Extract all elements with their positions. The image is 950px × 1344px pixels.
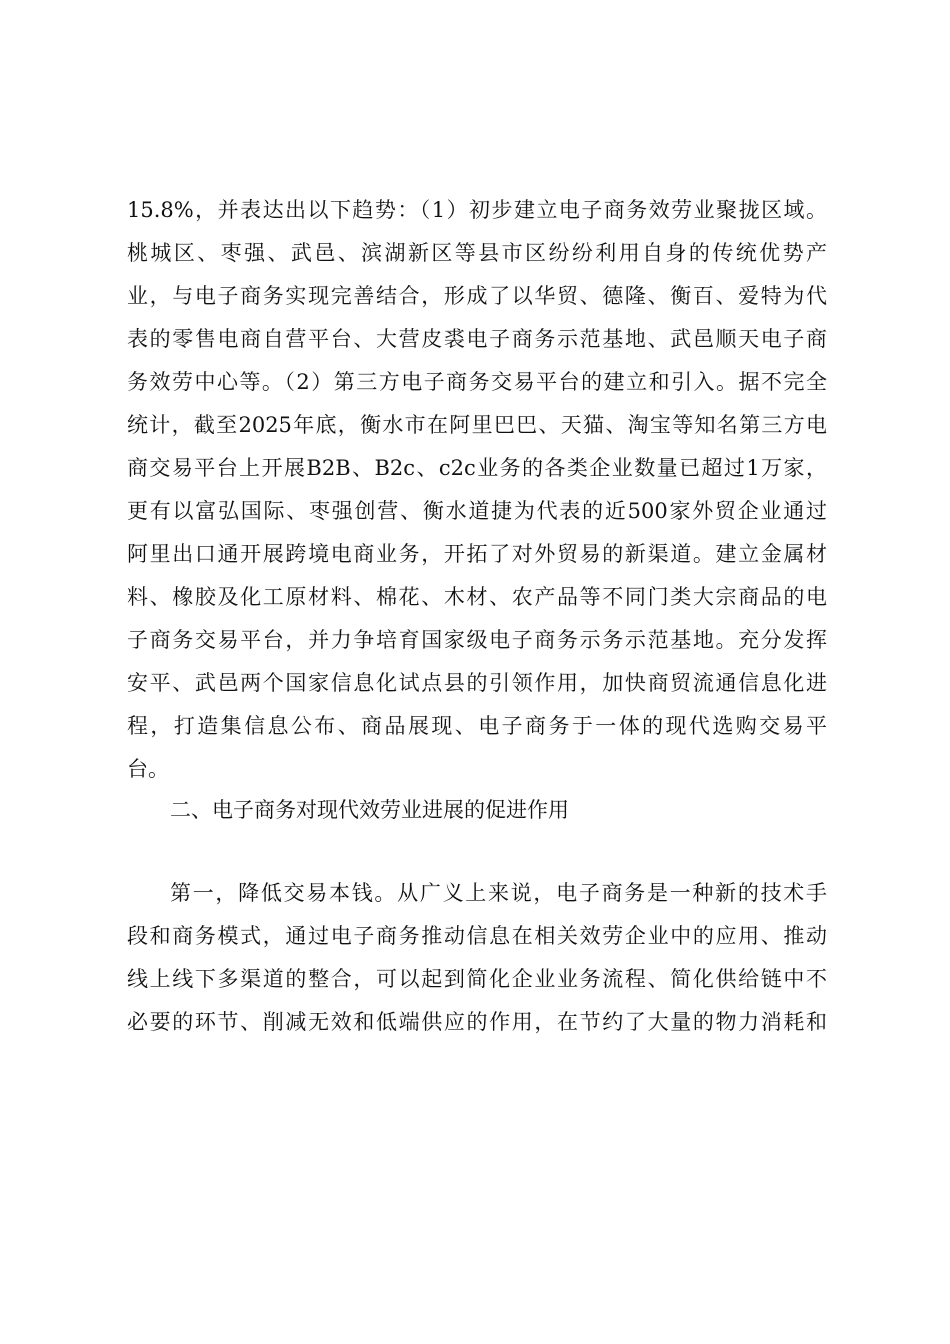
paragraph-line: 第一，降低交易本钱。从广义上来说，电子商务是一种新的技术手 <box>170 881 827 905</box>
paragraph-line: 表的零售电商自营平台、大营皮裘电子商务示范基地、武邑顺天电子商 <box>127 327 827 351</box>
paragraph-line: 线上线下多渠道的整合，可以起到简化企业业务流程、简化供给链中不 <box>127 967 827 991</box>
paragraph-line: 台。 <box>127 757 169 781</box>
paragraph-line: 更有以富弘国际、枣强创营、衡水道捷为代表的近500家外贸企业通过 <box>127 499 827 523</box>
paragraph-line: 段和商务模式，通过电子商务推动信息在相关效劳企业中的应用、推动 <box>127 924 827 948</box>
paragraph-line: 务效劳中心等。（2）第三方电子商务交易平台的建立和引入。据不完全 <box>127 370 827 394</box>
paragraph-line: 料、橡胶及化工原材料、棉花、木材、农产品等不同门类大宗商品的电 <box>127 585 827 609</box>
paragraph-line: 必要的环节、削减无效和低端供应的作用，在节约了大量的物力消耗和 <box>127 1010 827 1034</box>
paragraph-line: 程，打造集信息公布、商品展现、电子商务于一体的现代选购交易平 <box>127 714 827 738</box>
section-heading: 二、电子商务对现代效劳业进展的促进作用 <box>170 798 569 822</box>
paragraph-line: 商交易平台上开展B2B、B2c、c2c业务的各类企业数量已超过1万家， <box>127 456 827 480</box>
paragraph-line: 阿里出口通开展跨境电商业务，开拓了对外贸易的新渠道。建立金属材 <box>127 542 827 566</box>
paragraph-line: 15.8%，并表达出以下趋势：（1）初步建立电子商务效劳业聚拢区域。 <box>127 198 827 222</box>
paragraph-line: 子商务交易平台，并力争培育国家级电子商务示务示范基地。充分发挥 <box>127 628 827 652</box>
paragraph-line: 桃城区、枣强、武邑、滨湖新区等县市区纷纷利用自身的传统优势产 <box>127 241 827 265</box>
paragraph-line: 业，与电子商务实现完善结合，形成了以华贸、德隆、衡百、爱特为代 <box>127 284 827 308</box>
paragraph-line: 安平、武邑两个国家信息化试点县的引领作用，加快商贸流通信息化进 <box>127 671 827 695</box>
paragraph-line: 统计，截至2025年底，衡水市在阿里巴巴、天猫、淘宝等知名第三方电 <box>127 413 827 437</box>
